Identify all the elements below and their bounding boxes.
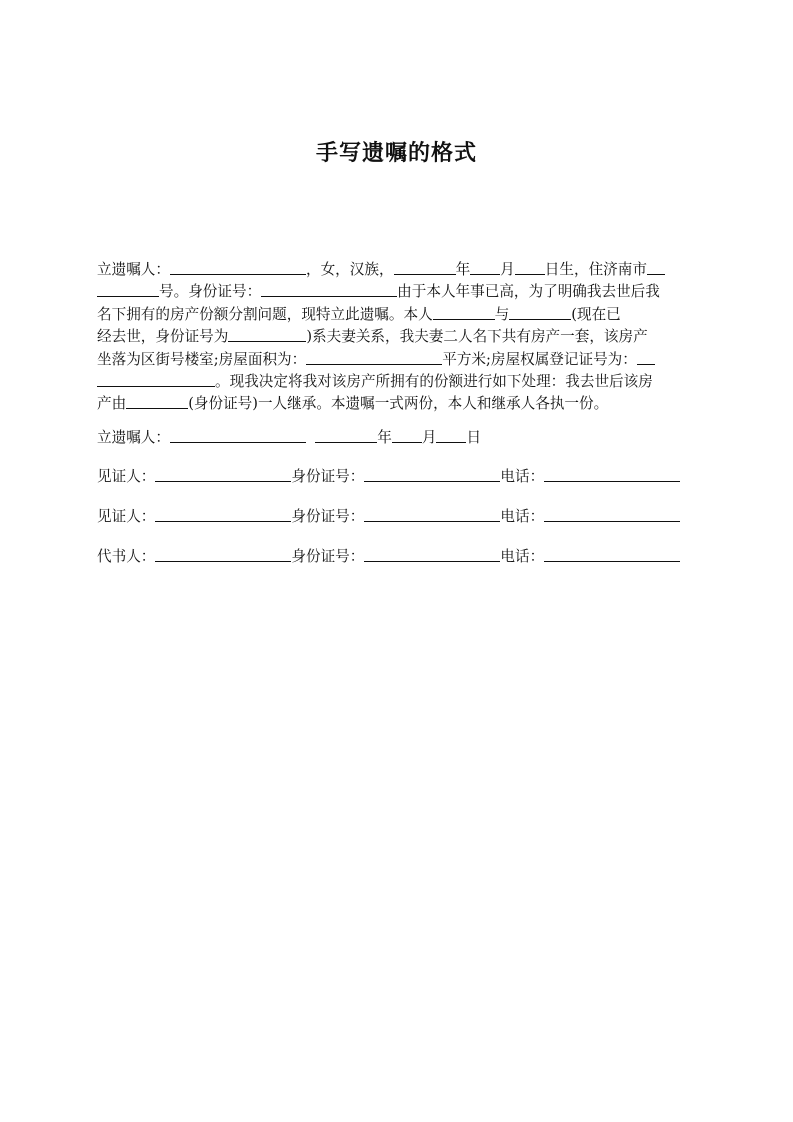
month-text: 月 [500,261,515,278]
witness-id-blank[interactable] [364,506,500,522]
address-blank-start[interactable] [647,259,665,275]
witness-id-label: 身份证号： [291,508,365,525]
paragraph-line-5 [97,349,697,371]
birth-day-blank[interactable] [515,259,545,275]
address-blank-end[interactable] [97,281,159,297]
and-text: 与 [494,305,510,323]
paragraph-line-2 [97,281,697,303]
marriage-property-text: )系夫妻关系，我夫妻二人名下共有房产一套，该房产 [306,328,648,346]
sign-day-text: 日 [466,429,482,446]
disposition-text: 。现我决定将我对该房产所拥有的份额进行如下处理：我去世后该房 [215,372,653,390]
witness-phone-blank[interactable] [544,466,680,482]
witness-phone-blank[interactable] [544,506,680,522]
area-blank[interactable] [306,349,442,365]
witness-row-1 [97,465,680,486]
witness-name-blank[interactable] [155,506,291,522]
paragraph-line-4 [97,326,697,348]
heir-label-text: 产由 [97,395,127,413]
witness-phone-label: 电话： [500,508,545,525]
paragraph-line-1 [97,259,697,281]
certificate-label-text: 平方米;房屋权属登记证号为： [442,350,637,368]
heir-name-blank[interactable] [126,393,188,409]
scribe-id-label: 身份证号： [291,548,365,565]
purpose-text: 名下拥有的房产份额分割问题，现特立此遗嘱。本人 [97,305,433,323]
sign-month-text: 月 [421,429,437,446]
witness-label: 见证人： [97,468,156,485]
spouse-name-blank[interactable] [509,304,571,320]
will-body-paragraph [97,259,697,416]
testator-name-blank[interactable] [170,259,306,275]
certificate-blank-end[interactable] [97,371,215,387]
scribe-phone-label: 电话： [500,548,545,565]
inheritance-text: (身份证号)一人继承。本遗嘱一式两份，本人和继承人各执一份。 [188,395,609,413]
birth-year-blank[interactable] [394,259,456,275]
reason-text: 由于本人年事已高，为了明确我去世后我 [397,283,660,301]
witness-id-label: 身份证号： [291,468,365,485]
sign-month-blank[interactable] [392,427,422,443]
sign-year-text: 年 [377,429,392,446]
spouse-id-label: 经去世，身份证号为 [97,328,229,346]
scribe-name-blank[interactable] [155,546,291,562]
scribe-label: 代书人： [97,548,156,565]
birth-month-blank[interactable] [470,259,500,275]
witness-row-2 [97,505,680,526]
spouse-id-blank[interactable] [228,326,306,342]
self-name-blank[interactable] [433,304,495,320]
signature-label: 立遗嘱人： [97,429,170,446]
document-title: 手写遗嘱的格式 [315,141,477,166]
id-number-label: 号。身份证号： [159,283,262,301]
witness-phone-label: 电话： [500,468,545,485]
scribe-id-blank[interactable] [364,546,500,562]
scribe-phone-blank[interactable] [544,546,680,562]
witness-name-blank[interactable] [155,466,291,482]
paragraph-line-7 [97,393,697,415]
gender-ethnicity-text: ，女，汉族， [305,261,394,278]
testator-label: 立遗嘱人： [97,261,170,278]
property-location-area-text: 坐落为区街号楼室;房屋面积为： [97,350,307,368]
witness-label: 见证人： [97,508,156,525]
sign-year-blank[interactable] [315,427,377,443]
signature-blank[interactable] [170,427,306,443]
id-number-blank[interactable] [261,281,397,297]
scribe-row [97,545,680,566]
paragraph-line-3 [97,304,697,326]
sign-day-blank[interactable] [436,427,466,443]
year-text: 年 [455,261,471,278]
signature-line [97,426,481,447]
birth-residence-text: 日生，住济南市 [544,261,647,278]
certificate-blank-start[interactable] [637,349,655,365]
deceased-note-text: (现在已 [571,305,621,323]
paragraph-line-6 [97,371,697,393]
witness-id-blank[interactable] [364,466,500,482]
